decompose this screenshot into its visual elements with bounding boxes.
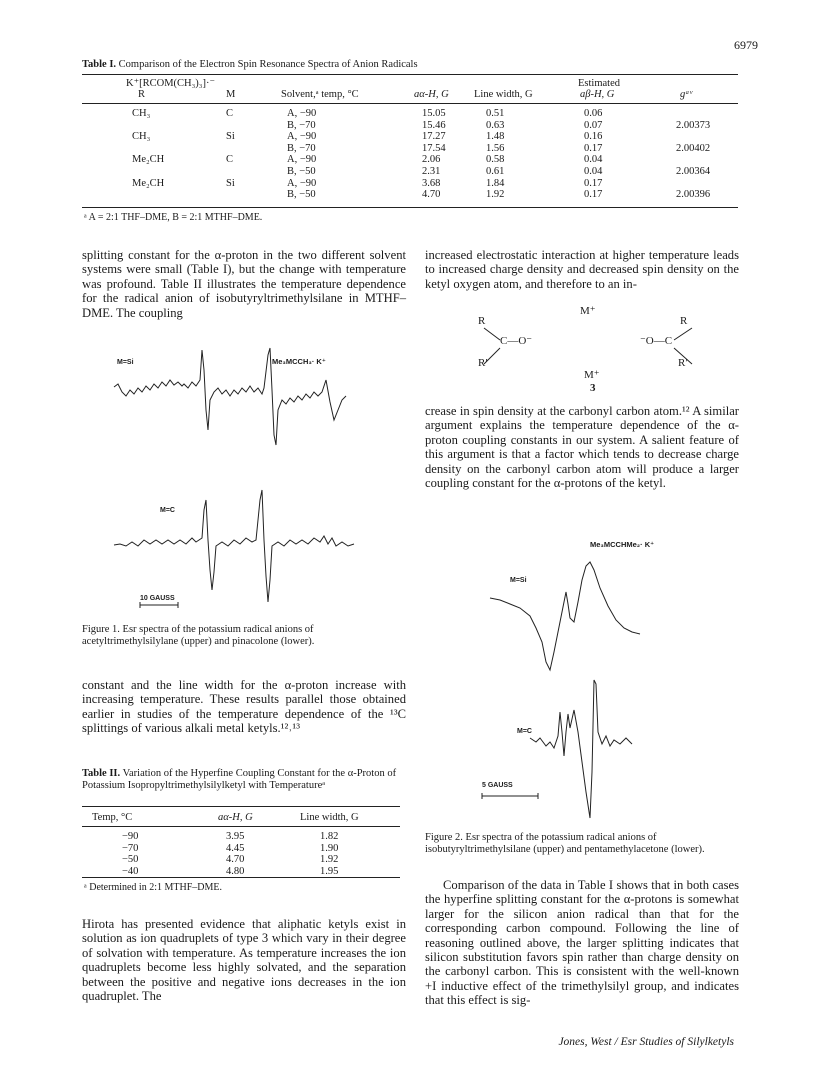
table1-cell-solvent: B, −50 (287, 189, 316, 201)
structure3-m-top: M⁺ (580, 305, 596, 317)
table1-cell-lw: 1.56 (486, 142, 505, 154)
table2-header-lw: Line width, G (300, 812, 359, 823)
figure2-caption: Figure 2. Esr spectra of the potassium radical anions of isobutyryltrimethylsilane (upper) and pentamethylacetone (lower). (425, 832, 705, 855)
table1-cell-a_beta: 0.04 (584, 154, 603, 166)
table1-cell-lw: 0.51 (486, 108, 505, 119)
table1-cell-a_alpha: 2.31 (422, 166, 441, 177)
table1-cell-a_alpha: 4.70 (422, 189, 441, 201)
structure3-m-bottom: M⁺ (584, 369, 600, 381)
figure1-formula: Me₃MCCH₃· K⁺ (272, 357, 326, 366)
table2-header-a: aα-H, G (218, 812, 253, 823)
table1-cell-a_beta: 0.17 (584, 142, 603, 154)
table1-cell-solvent: A, −90 (287, 177, 317, 189)
table1-cell-a_alpha: 15.05 (422, 108, 446, 119)
table1-cell-r: Me₂CH (132, 177, 165, 189)
table1-cell-lw: 1.84 (486, 177, 505, 189)
figure1-spectra (84, 340, 406, 615)
table1-cell-a_beta: 0.16 (584, 131, 603, 143)
structure3-number: 3 (590, 382, 596, 394)
table1-cell-a_beta: 0.07 (584, 119, 603, 131)
table1-header-rule (82, 103, 738, 104)
table1-header-a-beta: aβ-H, G (580, 89, 615, 100)
table1-cell-g: 2.00373 (676, 119, 711, 131)
structure3-r-left: R (478, 315, 486, 327)
table1-cell-r: CH₃ (132, 108, 151, 119)
left-paragraph-3: Hirota has presented evidence that aliphatic ketyls exist in solution as ion quadruplets of type 3 which vary in their degree of solvation with temperature. As temperature increases the ion quadruplets become less highly solvated, and the separation between the positive and negative ions decreases in the ion quadruplet. The (82, 917, 406, 1004)
table1-cell-a_alpha: 15.46 (422, 119, 446, 131)
table2-cell-a: 4.45 (226, 842, 245, 854)
table1-cell-a_beta: 0.17 (584, 189, 603, 201)
table2-cell-lw: 1.95 (320, 865, 339, 877)
table2-cell-lw: 1.92 (320, 854, 339, 865)
table1-header-solvent: Solvent,ᵃ temp, °C (281, 89, 359, 100)
table1-cell-a_alpha: 17.54 (422, 142, 446, 154)
table2-cell-a: 3.95 (226, 831, 245, 842)
table1-cell-m: Si (226, 177, 235, 189)
table1-cell-a_alpha: 17.27 (422, 131, 446, 143)
table1-header-m: M (226, 89, 236, 100)
structure3-right-group: ⁻O—C (640, 335, 673, 347)
table2-header-temp: Temp, °C (92, 812, 133, 823)
table2-cell-lw: 1.90 (320, 842, 339, 854)
table2-top-rule (82, 806, 400, 807)
figure1-caption: Figure 1. Esr spectra of the potassium radical anions of acetyltrimethylsilylane (upper) and pinacolone (lower). (82, 624, 315, 647)
right-paragraph-2: crease in spin density at the carbonyl carbon atom.¹² A similar argument explains the temperature dependence of the α-proton coupling constants in our system. A salient feature of this argument is that a factor which tends to decrease charge density on the carbonyl carbon atom will produce a larger coupling constant for the α-protons of the ketyl. (425, 404, 739, 491)
figure2-lower-trace (530, 680, 632, 818)
table2-cell-a: 4.70 (226, 854, 245, 865)
table2-cell-temp: −90 (122, 831, 139, 842)
table2-cell-lw: 1.82 (320, 831, 339, 842)
structure3-rprime-left: R′ (478, 357, 488, 369)
figure1-scale-label: 10 GAUSS (140, 595, 175, 602)
table2-bottom-rule (82, 877, 400, 878)
table2-cell-temp: −40 (122, 865, 139, 877)
table1-cell-r: Me₂CH (132, 154, 165, 166)
left-paragraph-2: constant and the line width for the α-proton increase with increasing temperature. These results parallel those obtained earlier in studies of the temperature dependence of the ¹³C splittings of various alkali metal ketyls.¹²˒¹³ (82, 678, 406, 736)
table1-top-rule (82, 74, 738, 75)
table1-cell-lw: 0.61 (486, 166, 505, 177)
right-paragraph-3: Comparison of the data in Table I shows that in both cases the hyperfine splitting constant for the α-protons is somewhat larger for the silicon anion radical than that for the corresponding carbon compound. Following the line of reasoning outlined above, the larger splitting indicates that silicon substitution favors spin rather than charge density on the carbonyl carbon. This is consistent with the well-known +I inductive effect of the trimethylsilyl group, and indicates that this effect is sig- (425, 878, 739, 1008)
table1-formula: K⁺[RCOM(CH₃)₃]·⁻ (126, 78, 215, 89)
table1-cell-r: CH₃ (132, 131, 151, 143)
table1-header-estimated: Estimated (578, 78, 620, 89)
figure1-label-upper: M=Si (117, 359, 134, 366)
table1-cell-solvent: A, −90 (287, 108, 317, 119)
table1-cell-a_beta: 0.04 (584, 166, 603, 177)
figure2-scale-label: 5 GAUSS (482, 782, 513, 789)
left-paragraph-1: splitting constant for the α-proton in the two different solvent systems were small (Table I), but the change with temperature was profound. Table II illustrates the temperature dependence for the radical anion of isobutyryltrimethylsilane in MTHF–DME. The coupling (82, 248, 406, 320)
table1-cell-m: C (226, 154, 234, 166)
table1-cell-lw: 1.92 (486, 189, 505, 201)
figure1-lower-trace (114, 490, 354, 602)
structure3-rprime-right: R′ (678, 357, 688, 369)
page-number: 6979 (734, 38, 758, 52)
table2-footnote: ᵃ Determined in 2:1 MTHF–DME. (84, 882, 222, 893)
table1-cell-g: 2.00364 (676, 166, 711, 177)
table1-header-r: R (138, 89, 146, 100)
table1-header-linewidth: Line width, G (474, 89, 533, 100)
table1-cell-lw: 0.58 (486, 154, 505, 166)
table1-cell-m: Si (226, 131, 235, 143)
table1-cell-lw: 0.63 (486, 119, 505, 131)
table2-caption: Table II. Variation of the Hyperfine Coupling Constant for the α-Proton of Potassium Isopropyltrimethylsilylketyl with Temperatureᵃ (82, 768, 397, 791)
table2-cell-temp: −50 (122, 854, 139, 865)
table1-cell-solvent: B, −70 (287, 142, 316, 154)
table1-bottom-rule (82, 207, 738, 208)
table1-cell-solvent: B, −50 (287, 166, 316, 177)
table1-cell-a_beta: 0.06 (584, 108, 603, 119)
structure3-left-group: C—O⁻ (500, 335, 533, 347)
table1-footnote: ᵃ A = 2:1 THF–DME, B = 2:1 MTHF–DME. (84, 212, 263, 223)
table2-cell-temp: −70 (122, 842, 139, 854)
table1-cell-solvent: A, −90 (287, 131, 317, 143)
table1-cell-a_alpha: 2.06 (422, 154, 441, 166)
table1-cell-a_beta: 0.17 (584, 177, 603, 189)
structure3-r-right: R (680, 315, 688, 327)
figure2-formula: Me₃MCCHMe₂· K⁺ (590, 540, 655, 549)
table1-cell-m: C (226, 108, 234, 119)
table1-header-g: gᵃᵛ (680, 89, 693, 100)
table1-cell-g: 2.00402 (676, 142, 711, 154)
table1-cell-lw: 1.48 (486, 131, 505, 143)
table1-cell-a_alpha: 3.68 (422, 177, 441, 189)
figure2-label-upper: M=Si (510, 577, 527, 584)
figure2-label-lower: M=C (517, 728, 532, 735)
table2-cell-a: 4.80 (226, 865, 245, 877)
table1-cell-solvent: B, −70 (287, 119, 316, 131)
table2-header-rule (82, 826, 400, 827)
table1-cell-g: 2.00396 (676, 189, 711, 201)
figure1-label-lower: M=C (160, 507, 175, 514)
table1-caption: Table I. Comparison of the Electron Spin Resonance Spectra of Anion Radicals (82, 59, 418, 70)
table1-header-a-alpha: aα-H, G (414, 89, 449, 100)
right-paragraph-1: increased electrostatic interaction at higher temperature leads to increased charge density and decreased spin density on the ketyl oxygen atom, and therefore to an in- (425, 248, 739, 291)
running-footer: Jones, West / Esr Studies of Silylketyls (558, 1036, 734, 1048)
table1-cell-solvent: A, −90 (287, 154, 317, 166)
